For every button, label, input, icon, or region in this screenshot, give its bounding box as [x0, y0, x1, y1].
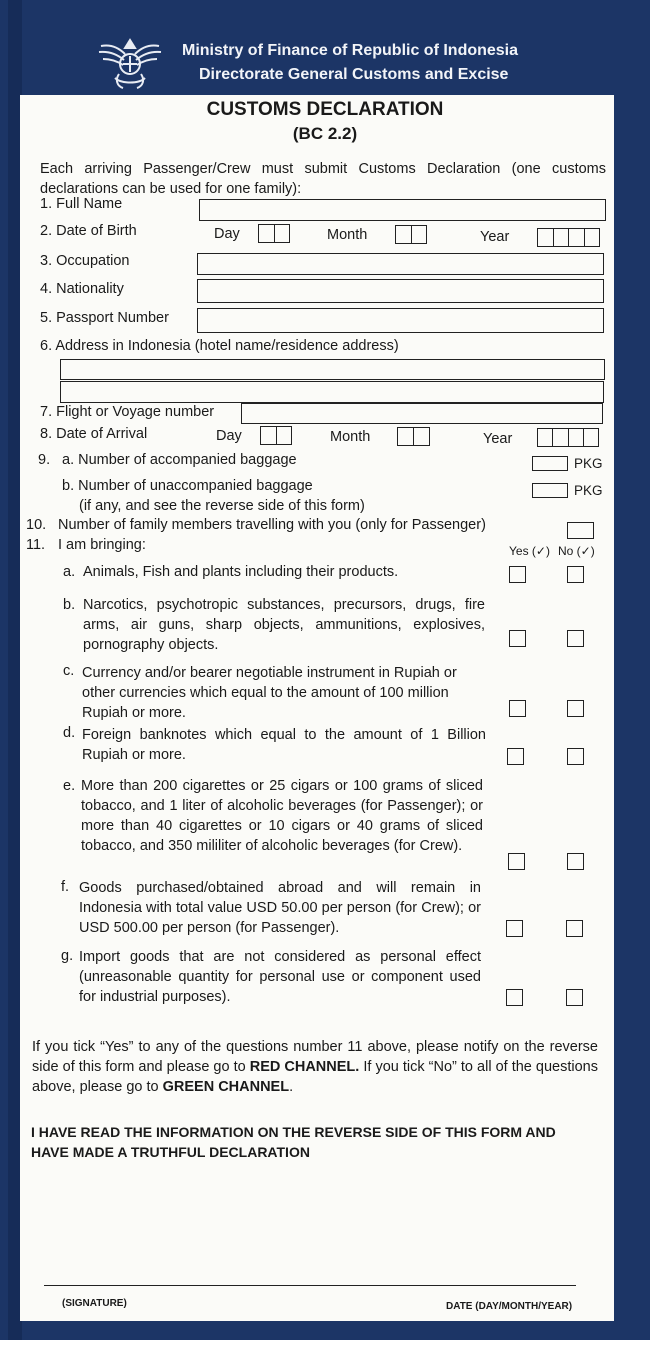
dob-day-label: Day	[214, 226, 240, 242]
bottom-strip	[0, 1340, 650, 1354]
item-d-letter: d.	[63, 725, 76, 741]
baggage-number: 9.	[38, 452, 51, 468]
item-c-yes-checkbox[interactable]	[509, 700, 526, 717]
arrival-month-label: Month	[330, 429, 371, 445]
notice-text-1: If you tick “Yes” to any of the questions number 11 above, please notify on the reverse side of this form and please go to	[32, 1039, 598, 1075]
label-date-of-birth: 2. Date of Birth	[40, 223, 137, 239]
date-label: DATE (DAY/MONTH/YEAR)	[446, 1301, 573, 1312]
red-channel-text: RED CHANNEL.	[249, 1059, 360, 1075]
dob-year-field[interactable]	[537, 228, 600, 247]
label-flight-number: 7. Flight or Voyage number	[40, 404, 215, 420]
item-b-letter: b.	[63, 597, 76, 613]
item-a-no-checkbox[interactable]	[567, 566, 584, 583]
unaccompanied-baggage-note: (if any, and see the reverse side of this form)	[79, 498, 365, 514]
item-c-letter: c.	[63, 663, 75, 679]
item-e-no-checkbox[interactable]	[567, 853, 584, 870]
dob-day-field[interactable]	[258, 224, 290, 243]
label-nationality: 4. Nationality	[40, 281, 124, 297]
customs-emblem-icon	[95, 34, 165, 90]
item-c-text: Currency and/or bearer negotiable instrument in Rupiah or other currencies which equal to the amount of 100 million Rupiah or more.	[82, 665, 457, 721]
item-e-letter: e.	[63, 778, 76, 794]
occupation-field[interactable]	[197, 253, 604, 275]
item-g-no-checkbox[interactable]	[566, 989, 583, 1006]
label-passport-number: 5. Passport Number	[40, 310, 169, 326]
full-name-field[interactable]	[199, 199, 606, 221]
item-b-text: Narcotics, psychotropic substances, precursors, drugs, fire arms, air guns, sharp objects, ammunitions, explosives, pornography objects.	[83, 597, 485, 653]
arrival-day-field[interactable]	[260, 426, 292, 445]
unaccompanied-baggage-field[interactable]	[532, 483, 568, 498]
item-d-yes-checkbox[interactable]	[507, 748, 524, 765]
item-d-text: Foreign banknotes which equal to the amount of 1 Billion Rupiah or more.	[82, 727, 486, 763]
signature-line[interactable]	[44, 1285, 576, 1286]
label-address: 6. Address in Indonesia (hotel name/residence address)	[40, 338, 399, 354]
directorate-name: Directorate General Customs and Excise	[199, 66, 509, 83]
passport-number-field[interactable]	[197, 308, 604, 333]
item-a-text: Animals, Fish and plants including their products.	[83, 564, 399, 580]
item-e-text: More than 200 cigarettes or 25 cigars or 100 grams of sliced tobacco, and 1 liter of alcoholic beverages (for Passenger); or more than 40 cigarettes or 10 cigars or 40 grams of sliced tobacco, and 350 mililiter of alcoholic beverages (for Crew).	[81, 778, 483, 854]
dob-month-label: Month	[327, 227, 368, 243]
nationality-field[interactable]	[197, 279, 604, 303]
family-members-field[interactable]	[567, 522, 594, 539]
dob-month-field[interactable]	[395, 225, 427, 244]
label-family-members: Number of family members travelling with you (only for Passenger)	[58, 517, 486, 533]
item-a-letter: a.	[63, 564, 76, 580]
item-d-no-checkbox[interactable]	[567, 748, 584, 765]
declaration-statement: I HAVE READ THE INFORMATION ON THE REVERSE SIDE OF THIS FORM AND HAVE MADE A TRUTHFUL DECLARATION	[31, 1124, 556, 1160]
yes-column-header: Yes (✓)	[509, 544, 550, 558]
green-channel-text: GREEN CHANNEL	[162, 1079, 290, 1095]
label-occupation: 3. Occupation	[40, 253, 130, 269]
arrival-month-field[interactable]	[397, 427, 430, 446]
notice-end: .	[289, 1079, 294, 1095]
form-title: CUSTOMS DECLARATION	[206, 99, 444, 120]
bringing-number: 11.	[26, 537, 46, 553]
arrival-year-field[interactable]	[537, 428, 599, 447]
ministry-name: Ministry of Finance of Republic of Indonesia	[182, 42, 519, 59]
label-accompanied-baggage: a. Number of accompanied baggage	[62, 452, 297, 468]
pkg-unit-2: PKG	[574, 483, 603, 498]
item-e-yes-checkbox[interactable]	[508, 853, 525, 870]
label-unaccompanied-baggage: b. Number of unaccompanied baggage	[62, 478, 313, 494]
item-f-letter: f.	[61, 879, 70, 895]
item-f-yes-checkbox[interactable]	[506, 920, 523, 937]
notice-text-2: If you tick “No” to all of the questions above, please go to	[32, 1059, 598, 1095]
signature-label: (SIGNATURE)	[62, 1298, 127, 1309]
intro-text: Each arriving Passenger/Crew must submit Customs Declaration (one customs declarations can be used for one family):	[40, 161, 606, 197]
arrival-year-label: Year	[483, 431, 513, 447]
address-field-line-1[interactable]	[60, 359, 605, 380]
pkg-unit-1: PKG	[574, 456, 603, 471]
item-g-letter: g.	[61, 948, 74, 964]
no-column-header: No (✓)	[558, 544, 595, 558]
item-f-text: Goods purchased/obtained abroad and will remain in Indonesia with total value USD 50.00 per person (for Crew); or USD 500.00 per person (for Passenger).	[79, 880, 481, 936]
item-g-text: Import goods that are not considered as personal effect (unreasonable quantity for personal use or component used for industrial purposes).	[79, 949, 481, 1005]
item-c-no-checkbox[interactable]	[567, 700, 584, 717]
item-a-yes-checkbox[interactable]	[509, 566, 526, 583]
accompanied-baggage-field[interactable]	[532, 456, 568, 471]
label-date-of-arrival: 8. Date of Arrival	[40, 426, 148, 442]
flight-number-field[interactable]	[241, 403, 603, 424]
family-number: 10.	[26, 517, 47, 533]
dob-year-label: Year	[480, 229, 510, 245]
address-field-line-2[interactable]	[60, 381, 604, 403]
item-b-yes-checkbox[interactable]	[509, 630, 526, 647]
channel-notice	[32, 1037, 598, 1097]
item-f-no-checkbox[interactable]	[566, 920, 583, 937]
item-g-yes-checkbox[interactable]	[506, 989, 523, 1006]
item-b-no-checkbox[interactable]	[567, 630, 584, 647]
label-i-am-bringing: I am bringing:	[58, 537, 146, 553]
label-full-name: 1. Full Name	[40, 196, 123, 212]
form-subtitle: (BC 2.2)	[292, 124, 358, 143]
arrival-day-label: Day	[216, 428, 242, 444]
